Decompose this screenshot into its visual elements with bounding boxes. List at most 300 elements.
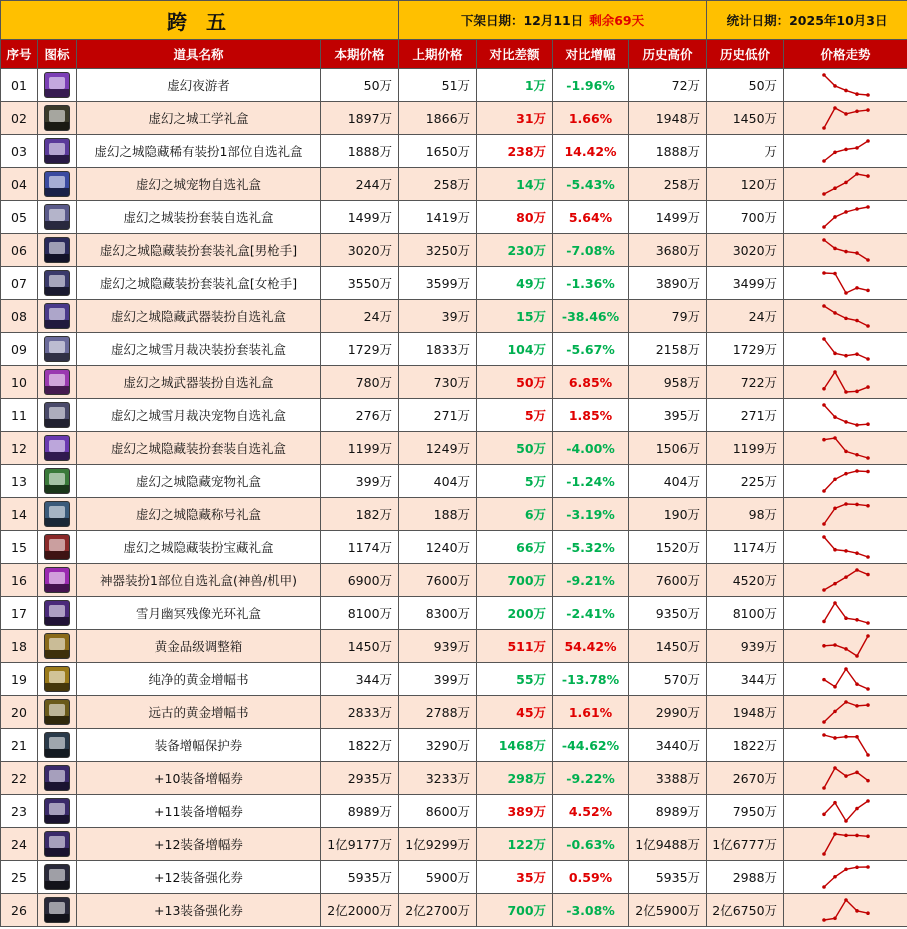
- trend-point: [833, 352, 837, 356]
- item-icon-cell: [38, 762, 77, 795]
- price-diff: 104万: [477, 333, 553, 366]
- price-change-pct: 54.42%: [553, 630, 629, 663]
- trend-sparkline: [821, 336, 871, 362]
- current-price: 244万: [321, 168, 399, 201]
- history-low: 24万: [707, 300, 784, 333]
- table-row: [1, 135, 907, 168]
- trend-point: [855, 568, 859, 572]
- trend-point: [822, 522, 826, 526]
- trend-point: [855, 109, 859, 113]
- trend-point: [844, 148, 848, 152]
- item-icon-cell: [38, 696, 77, 729]
- item-icon-cell: [38, 663, 77, 696]
- trend-sparkline: [821, 72, 871, 98]
- current-price: 1888万: [321, 135, 399, 168]
- history-low: 3499万: [707, 267, 784, 300]
- trend-point: [855, 771, 859, 775]
- removal-date-label: 下架日期：12月11日: [460, 13, 584, 28]
- price-diff: 50万: [477, 366, 553, 399]
- row-number: 08: [1, 300, 38, 333]
- trend-point: [855, 551, 859, 555]
- trend-point: [822, 271, 826, 275]
- stat-date: 统计日期：2025年10月3日: [707, 1, 907, 40]
- snow-chest-icon: [44, 336, 70, 362]
- row-number: 04: [1, 168, 38, 201]
- price-diff: 31万: [477, 102, 553, 135]
- row-number: 20: [1, 696, 38, 729]
- ancient-book-icon: [44, 699, 70, 725]
- history-high: 1948万: [629, 102, 707, 135]
- trend-point: [844, 502, 848, 506]
- history-low: 1174万: [707, 531, 784, 564]
- table-row: [1, 267, 907, 300]
- trend-point: [855, 834, 859, 838]
- trend-point: [844, 181, 848, 185]
- trend-point: [822, 337, 826, 341]
- item-icon-cell: [38, 135, 77, 168]
- trend-point: [844, 112, 848, 116]
- trend-sparkline: [821, 732, 871, 758]
- current-price: 3550万: [321, 267, 399, 300]
- row-number: 12: [1, 432, 38, 465]
- current-price: 1499万: [321, 201, 399, 234]
- price-diff: 200万: [477, 597, 553, 630]
- trend-point: [866, 911, 870, 915]
- trend-sparkline: [821, 435, 871, 461]
- price-change-pct: -38.46%: [553, 300, 629, 333]
- current-price: 1174万: [321, 531, 399, 564]
- trend-line: [824, 900, 868, 920]
- trend-point: [844, 616, 848, 620]
- price-trend: [784, 267, 907, 300]
- trend-sparkline: [821, 765, 871, 791]
- item-name: +13装备强化券: [77, 894, 321, 927]
- removal-remaining: 剩余69天: [589, 13, 645, 28]
- current-price: 399万: [321, 465, 399, 498]
- trend-point: [833, 766, 837, 770]
- row-number: 07: [1, 267, 38, 300]
- previous-price: 1249万: [399, 432, 477, 465]
- price-diff: 35万: [477, 861, 553, 894]
- trend-point: [833, 106, 837, 110]
- green-chest-icon: [44, 468, 70, 494]
- price-change-pct: 1.66%: [553, 102, 629, 135]
- trend-point: [866, 385, 870, 389]
- row-number: 16: [1, 564, 38, 597]
- table-row: [1, 663, 907, 696]
- item-name: 虚幻之城隐藏宠物礼盒: [77, 465, 321, 498]
- title-bar: [1, 1, 907, 40]
- trend-point: [833, 917, 837, 921]
- item-name: 虚幻之城隐藏武器装扮自选礼盒: [77, 300, 321, 333]
- item-name: +10装备增幅券: [77, 762, 321, 795]
- table-row: [1, 795, 907, 828]
- price-change-pct: -44.62%: [553, 729, 629, 762]
- item-name: 虚幻之城雪月裁决宠物自选礼盒: [77, 399, 321, 432]
- trend-point: [855, 286, 859, 290]
- trend-point: [822, 644, 826, 648]
- item-name: +12装备强化券: [77, 861, 321, 894]
- table-row: [1, 366, 907, 399]
- col-header-name: 道具名称: [77, 40, 321, 69]
- price-change-pct: -5.43%: [553, 168, 629, 201]
- history-low: 722万: [707, 366, 784, 399]
- trend-point: [844, 250, 848, 254]
- item-icon-cell: [38, 795, 77, 828]
- trend-point: [855, 807, 859, 811]
- table-row: [1, 168, 907, 201]
- price-trend: [784, 366, 907, 399]
- weapon-chest-icon: [44, 303, 70, 329]
- price-diff: 389万: [477, 795, 553, 828]
- trend-point: [844, 647, 848, 651]
- price-change-pct: -5.32%: [553, 531, 629, 564]
- row-number: 01: [1, 69, 38, 102]
- history-high: 570万: [629, 663, 707, 696]
- history-high: 8989万: [629, 795, 707, 828]
- trend-sparkline: [821, 699, 871, 725]
- trend-point: [822, 720, 826, 724]
- trend-point: [822, 786, 826, 790]
- red-chest-icon: [44, 534, 70, 560]
- price-trend: [784, 564, 907, 597]
- trend-point: [822, 733, 826, 737]
- col-header-previous-price: 上期价格: [399, 40, 477, 69]
- trend-point: [866, 324, 870, 328]
- protect-ticket-icon: [44, 732, 70, 758]
- history-high: 2158万: [629, 333, 707, 366]
- previous-price: 188万: [399, 498, 477, 531]
- history-low: 700万: [707, 201, 784, 234]
- history-low: 2亿6750万: [707, 894, 784, 927]
- row-number: 21: [1, 729, 38, 762]
- trend-point: [822, 885, 826, 889]
- trend-sparkline: [821, 270, 871, 296]
- item-icon-cell: [38, 69, 77, 102]
- row-number: 05: [1, 201, 38, 234]
- price-trend: [784, 597, 907, 630]
- trend-point: [866, 289, 870, 293]
- col-header-pct: 对比增幅: [553, 40, 629, 69]
- item-icon-cell: [38, 234, 77, 267]
- table-row: [1, 762, 907, 795]
- current-price: 3020万: [321, 234, 399, 267]
- price-diff: 49万: [477, 267, 553, 300]
- trend-point: [866, 634, 870, 638]
- history-high: 1506万: [629, 432, 707, 465]
- price-trend: [784, 432, 907, 465]
- row-number: 18: [1, 630, 38, 663]
- item-name: 虚幻之城武器装扮自选礼盒: [77, 366, 321, 399]
- table-row: [1, 498, 907, 531]
- trend-point: [866, 258, 870, 262]
- trend-point: [833, 370, 837, 374]
- price-trend: [784, 234, 907, 267]
- item-icon-cell: [38, 498, 77, 531]
- trend-sparkline: [821, 798, 871, 824]
- price-trend: [784, 333, 907, 366]
- table-row: [1, 696, 907, 729]
- trend-sparkline: [821, 138, 871, 164]
- history-low: 4520万: [707, 564, 784, 597]
- item-icon-cell: [38, 894, 77, 927]
- item-icon-cell: [38, 861, 77, 894]
- row-number: 15: [1, 531, 38, 564]
- price-diff: 5万: [477, 399, 553, 432]
- gear-box-icon: [44, 105, 70, 131]
- price-trend: [784, 465, 907, 498]
- previous-price: 1亿9299万: [399, 828, 477, 861]
- item-icon-cell: [38, 630, 77, 663]
- history-low: 2670万: [707, 762, 784, 795]
- trend-line: [824, 273, 868, 293]
- price-trend: [784, 663, 907, 696]
- item-icon-cell: [38, 564, 77, 597]
- price-trend: [784, 168, 907, 201]
- previous-price: 1866万: [399, 102, 477, 135]
- current-price: 50万: [321, 69, 399, 102]
- row-number: 22: [1, 762, 38, 795]
- trend-point: [866, 108, 870, 112]
- trend-point: [866, 93, 870, 97]
- history-high: 72万: [629, 69, 707, 102]
- current-price: 780万: [321, 366, 399, 399]
- item-name: 虚幻之城隐藏装扮套装自选礼盒: [77, 432, 321, 465]
- trend-sparkline: [821, 468, 871, 494]
- item-name: 虚幻之城隐藏装扮宝藏礼盒: [77, 531, 321, 564]
- trend-point: [822, 678, 826, 682]
- trend-point: [833, 710, 837, 714]
- price-change-pct: 1.61%: [553, 696, 629, 729]
- price-diff: 50万: [477, 432, 553, 465]
- trend-point: [822, 588, 826, 592]
- row-number: 02: [1, 102, 38, 135]
- previous-price: 5900万: [399, 861, 477, 894]
- plus13-reinforce-icon: [44, 897, 70, 923]
- price-diff: 238万: [477, 135, 553, 168]
- current-price: 1199万: [321, 432, 399, 465]
- history-low: 225万: [707, 465, 784, 498]
- trend-point: [844, 834, 848, 838]
- item-icon-cell: [38, 267, 77, 300]
- table-row: [1, 102, 907, 135]
- item-icon-cell: [38, 597, 77, 630]
- trend-point: [833, 736, 837, 740]
- trend-point: [855, 503, 859, 507]
- removal-date: [399, 1, 707, 40]
- table-row: [1, 201, 907, 234]
- trend-line: [824, 570, 868, 590]
- trend-point: [866, 456, 870, 460]
- trend-point: [844, 867, 848, 871]
- previous-price: 730万: [399, 366, 477, 399]
- table-row: [1, 69, 907, 102]
- col-header-trend: 价格走势: [784, 40, 907, 69]
- history-high: 3440万: [629, 729, 707, 762]
- trend-point: [844, 472, 848, 476]
- current-price: 6900万: [321, 564, 399, 597]
- current-price: 1822万: [321, 729, 399, 762]
- item-name: 神器装扮1部位自选礼盒(神兽/机甲): [77, 564, 321, 597]
- price-diff: 5万: [477, 465, 553, 498]
- title-chest-icon: [44, 501, 70, 527]
- price-diff: 700万: [477, 894, 553, 927]
- gunner-male-icon: [44, 237, 70, 263]
- table-row: [1, 465, 907, 498]
- table-row: [1, 894, 907, 927]
- item-name: +11装备增幅券: [77, 795, 321, 828]
- history-low: 2988万: [707, 861, 784, 894]
- trend-point: [822, 225, 826, 229]
- trend-point: [855, 352, 859, 356]
- col-header-no: 序号: [1, 40, 38, 69]
- price-change-pct: -5.67%: [553, 333, 629, 366]
- item-name: 虚幻之城隐藏称号礼盒: [77, 498, 321, 531]
- price-trend: [784, 894, 907, 927]
- trend-point: [844, 354, 848, 358]
- price-trend: [784, 630, 907, 663]
- item-name: 纯净的黄金增幅书: [77, 663, 321, 696]
- table-row: [1, 432, 907, 465]
- previous-price: 3290万: [399, 729, 477, 762]
- history-low: 万: [707, 135, 784, 168]
- col-header-current-price: 本期价格: [321, 40, 399, 69]
- trend-point: [844, 450, 848, 454]
- history-low: 98万: [707, 498, 784, 531]
- golden-box-icon: [44, 633, 70, 659]
- row-number: 23: [1, 795, 38, 828]
- row-number: 24: [1, 828, 38, 861]
- col-header-diff: 对比差额: [477, 40, 553, 69]
- row-number: 17: [1, 597, 38, 630]
- price-diff: 80万: [477, 201, 553, 234]
- column-header-row: [1, 40, 907, 69]
- previous-price: 3599万: [399, 267, 477, 300]
- price-change-pct: 14.42%: [553, 135, 629, 168]
- current-price: 8100万: [321, 597, 399, 630]
- row-number: 10: [1, 366, 38, 399]
- history-high: 79万: [629, 300, 707, 333]
- previous-price: 939万: [399, 630, 477, 663]
- trend-sparkline: [821, 633, 871, 659]
- history-low: 1948万: [707, 696, 784, 729]
- current-price: 182万: [321, 498, 399, 531]
- row-number: 11: [1, 399, 38, 432]
- trend-point: [855, 251, 859, 255]
- trend-point: [844, 898, 848, 902]
- trend-sparkline: [821, 534, 871, 560]
- history-low: 344万: [707, 663, 784, 696]
- trend-point: [833, 215, 837, 219]
- price-change-pct: -3.19%: [553, 498, 629, 531]
- trend-line: [824, 702, 868, 722]
- item-name: 虚幻之城宠物自选礼盒: [77, 168, 321, 201]
- current-price: 5935万: [321, 861, 399, 894]
- col-header-low: 历史低价: [707, 40, 784, 69]
- price-diff: 15万: [477, 300, 553, 333]
- trend-point: [833, 685, 837, 689]
- price-trend: [784, 828, 907, 861]
- trend-point: [866, 174, 870, 178]
- price-trend: [784, 861, 907, 894]
- trend-point: [822, 387, 826, 391]
- trend-point: [822, 535, 826, 539]
- trend-point: [866, 555, 870, 559]
- table-row: [1, 300, 907, 333]
- row-number: 19: [1, 663, 38, 696]
- history-high: 1亿9488万: [629, 828, 707, 861]
- price-trend: [784, 69, 907, 102]
- trend-point: [866, 799, 870, 803]
- price-diff: 14万: [477, 168, 553, 201]
- plus12-ticket-icon: [44, 831, 70, 857]
- trend-point: [844, 735, 848, 739]
- plus11-ticket-icon: [44, 798, 70, 824]
- previous-price: 399万: [399, 663, 477, 696]
- trend-point: [844, 774, 848, 778]
- price-diff: 66万: [477, 531, 553, 564]
- current-price: 24万: [321, 300, 399, 333]
- price-diff: 45万: [477, 696, 553, 729]
- previous-price: 3233万: [399, 762, 477, 795]
- history-low: 50万: [707, 69, 784, 102]
- trend-point: [866, 422, 870, 426]
- history-low: 8100万: [707, 597, 784, 630]
- history-high: 7600万: [629, 564, 707, 597]
- item-icon-cell: [38, 102, 77, 135]
- trend-point: [822, 852, 826, 856]
- previous-price: 8600万: [399, 795, 477, 828]
- trend-point: [822, 73, 826, 77]
- table-row: [1, 531, 907, 564]
- item-name: 虚幻之城装扮套装自选礼盒: [77, 201, 321, 234]
- purple-mask-icon: [44, 72, 70, 98]
- previous-price: 2788万: [399, 696, 477, 729]
- trend-point: [866, 834, 870, 838]
- item-name: 虚幻之城雪月裁决装扮套装礼盒: [77, 333, 321, 366]
- item-icon-cell: [38, 168, 77, 201]
- trend-point: [833, 801, 837, 805]
- trend-point: [833, 643, 837, 647]
- table-row: [1, 597, 907, 630]
- trend-line: [824, 372, 868, 392]
- trend-sparkline: [821, 171, 871, 197]
- blue-chest-icon: [44, 171, 70, 197]
- price-change-pct: -0.63%: [553, 828, 629, 861]
- history-low: 120万: [707, 168, 784, 201]
- history-high: 2990万: [629, 696, 707, 729]
- trend-point: [855, 92, 859, 96]
- trend-sparkline: [821, 402, 871, 428]
- pet-chest-icon: [44, 402, 70, 428]
- item-icon-cell: [38, 399, 77, 432]
- trend-point: [866, 865, 870, 869]
- history-high: 2亿5900万: [629, 894, 707, 927]
- price-change-pct: 0.59%: [553, 861, 629, 894]
- price-change-pct: -4.00%: [553, 432, 629, 465]
- price-diff: 55万: [477, 663, 553, 696]
- trend-sparkline: [821, 369, 871, 395]
- history-high: 3890万: [629, 267, 707, 300]
- history-high: 404万: [629, 465, 707, 498]
- trend-point: [855, 682, 859, 686]
- current-price: 2833万: [321, 696, 399, 729]
- trend-point: [822, 238, 826, 242]
- price-change-pct: -7.08%: [553, 234, 629, 267]
- previous-price: 1419万: [399, 201, 477, 234]
- history-high: 1450万: [629, 630, 707, 663]
- price-trend: [784, 135, 907, 168]
